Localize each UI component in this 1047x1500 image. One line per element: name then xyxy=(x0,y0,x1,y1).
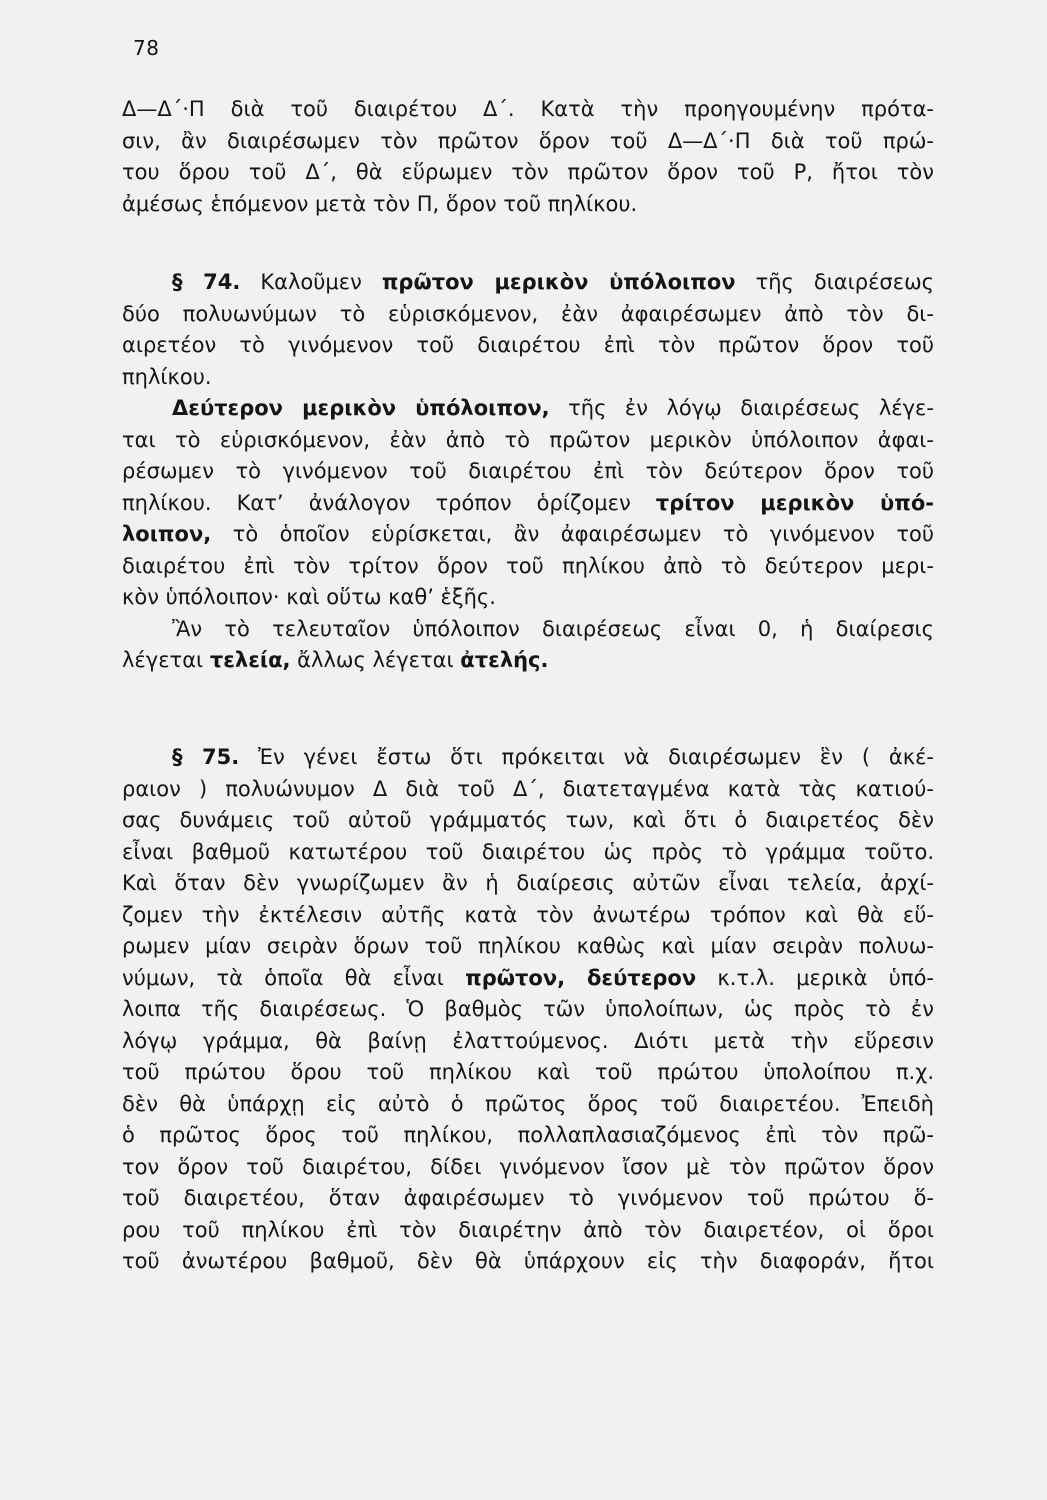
text-run: λέγεται xyxy=(122,648,210,672)
text-line xyxy=(122,1183,934,1215)
text-line xyxy=(122,189,934,221)
text-run: πηλίκου. Κατ’ ἀνάλογον τρόπον ὁρίζομεν xyxy=(122,490,656,515)
text-line xyxy=(122,1026,934,1058)
text-line xyxy=(122,1152,934,1184)
text-run: Ἂν τὸ τελευταῖον ὑπόλοιπον διαιρέσεως εἶναι 0, ἡ διαίρεσις xyxy=(172,616,934,641)
section-75 xyxy=(122,742,934,1278)
text-run: ζομεν τὴν ἐκτέλεσιν αὐτῆς κατὰ τὸν ἀνωτέρω τρόπον καὶ θὰ εὕ- xyxy=(122,902,934,927)
text-line xyxy=(122,900,934,932)
bold-term: λοιπον, xyxy=(122,522,212,546)
text-line xyxy=(122,931,934,963)
bold-term: § 74. xyxy=(172,270,241,294)
bold-term: § 75. xyxy=(172,745,240,769)
text-run: τοῦ πρώτου ὅρου τοῦ πηλίκου καὶ τοῦ πρώτου ὑπολοίπου π.χ. xyxy=(122,1060,934,1084)
text-line xyxy=(122,94,934,126)
text-line xyxy=(122,488,934,520)
text-run: σιν, ἂν διαιρέσωμεν τὸν πρῶτον ὅρον τοῦ Δ—Δ΄·Π διὰ τοῦ πρώ- xyxy=(122,128,934,153)
text-line xyxy=(122,362,934,394)
text-line xyxy=(122,1246,934,1278)
text-run: του ὅρου τοῦ Δ΄, θὰ εὕρωμεν τὸν πρῶτον ὅρον τοῦ Ρ, ἤτοι τὸν xyxy=(122,160,934,184)
text-run: αιρετέον τὸ γινόμενον τοῦ διαιρέτου ἐπὶ τὸν πρῶτον ὅρον τοῦ xyxy=(122,333,934,357)
text-run: Ἐν γένει ἔστω ὅτι πρόκειται νὰ διαιρέσωμεν ἓν ( ἀκέ- xyxy=(239,745,935,769)
text-run: λόγῳ γράμμα, θὰ βαίνῃ ἐλαττούμενος. Διότι μετὰ τὴν εὕρεσιν xyxy=(122,1028,934,1053)
paragraph-continuation xyxy=(122,94,934,220)
text-line xyxy=(122,645,934,677)
text-line xyxy=(122,393,934,425)
text-line xyxy=(122,837,934,869)
text-run: τὸ ὁποῖον εὑρίσκεται, ἂν ἀφαιρέσωμεν τὸ γινόμενον τοῦ xyxy=(211,522,934,546)
text-run: ρωμεν μίαν σειρὰν ὅρων τοῦ πηλίκου καθὼς καὶ μίαν σειρὰν πολυω- xyxy=(122,934,934,958)
text-run: Καλοῦμεν xyxy=(240,270,382,294)
text-run: τον ὅρον τοῦ διαιρέτου, δίδει γινόμενον ἴσον μὲ τὸν πρῶτον ὅρον xyxy=(122,1154,934,1179)
bold-term: πρῶτον, δεύτερον xyxy=(465,965,697,990)
text-run: τοῦ διαιρετέου, ὅταν ἀφαιρέσωμεν τὸ γινόμενον τοῦ πρώτου ὅ- xyxy=(122,1186,934,1210)
text-run: τῆς διαιρέσεως xyxy=(735,270,934,294)
bold-term: τρίτον μερικὸν ὑπό- xyxy=(655,490,934,515)
text-run: πηλίκου. xyxy=(122,364,212,389)
page-number: 78 xyxy=(133,36,160,60)
text-run: ται τὸ εὑρισκόμενον, ἐὰν ἀπὸ τὸ πρῶτον μερικὸν ὑπόλοιπον ἀφαι- xyxy=(122,427,934,452)
text-line xyxy=(122,267,934,299)
text-run: νύμων, τὰ ὁποῖα θὰ εἶναι xyxy=(122,965,466,990)
text-line xyxy=(122,126,934,158)
bold-term: Δεύτερον μερικὸν ὑπόλοιπον, xyxy=(172,396,550,420)
text-run: Καὶ ὅταν δὲν γνωρίζωμεν ἂν ἡ διαίρεσις αὐτῶν εἶναι τελεία, ἀρχί- xyxy=(122,871,934,895)
text-run: ρου τοῦ πηλίκου ἐπὶ τὸν διαιρέτην ἀπὸ τὸν διαιρετέον, οἱ ὅροι xyxy=(122,1217,934,1242)
text-line xyxy=(122,774,934,806)
text-run: δύο πολυωνύμων τὸ εὑρισκόμενον, ἐὰν ἀφαιρέσωμεν ἀπὸ τὸν δι- xyxy=(122,301,934,326)
text-line xyxy=(122,994,934,1026)
bold-term: ἀτελής. xyxy=(460,648,549,672)
text-line xyxy=(122,1215,934,1247)
text-run: ὁ πρῶτος ὅρος τοῦ πηλίκου, πολλαπλασιαζόμενος ἐπὶ τὸν πρῶ- xyxy=(122,1123,934,1147)
text-run: ἀμέσως ἑπόμενον μετὰ τὸν Π, ὅρον τοῦ πηλίκου. xyxy=(122,191,638,216)
text-run: κὸν ὑπόλοιπον· καὶ οὕτω καθ’ ἑξῆς. xyxy=(122,585,496,609)
text-run: ἄλλως λέγεται xyxy=(290,648,461,672)
text-line xyxy=(122,519,934,551)
text-line xyxy=(122,330,934,362)
text-run: διαιρέτου ἐπὶ τὸν τρίτον ὅρον τοῦ πηλίκου ἀπὸ τὸ δεύτερον μερι- xyxy=(122,553,934,578)
text-run: ρέσωμεν τὸ γινόμενον τοῦ διαιρέτου ἐπὶ τὸν δεύτερον ὅρον τοῦ xyxy=(122,459,934,483)
text-run: εἶναι βαθμοῦ κατωτέρου τοῦ διαιρέτου ὡς πρὸς τὸ γράμμα τοῦτο. xyxy=(122,839,934,864)
text-run: κ.τ.λ. μερικὰ ὑπό- xyxy=(696,965,934,990)
section-74 xyxy=(122,267,934,677)
text-line xyxy=(122,963,934,995)
bold-term: τελεία, xyxy=(209,648,291,672)
text-line xyxy=(122,1089,934,1121)
bold-term: πρῶτον μερικὸν ὑπόλοιπον xyxy=(381,270,736,294)
text-run: Δ—Δ΄·Π διὰ τοῦ διαιρέτου Δ΄. Κατὰ τὴν προηγουμένην πρότα- xyxy=(122,97,934,121)
text-line xyxy=(122,1057,934,1089)
text-run: τῆς ἐν λόγῳ διαιρέσεως λέγε- xyxy=(549,396,934,420)
text-run: σας δυνάμεις τοῦ αὐτοῦ γράμματός των, καὶ ὅτι ὁ διαιρετέος δὲν xyxy=(122,808,934,832)
text-line xyxy=(122,456,934,488)
text-line xyxy=(122,425,934,457)
text-line xyxy=(122,868,934,900)
text-line xyxy=(122,1120,934,1152)
text-run: δὲν θὰ ὑπάρχῃ εἰς αὐτὸ ὁ πρῶτος ὅρος τοῦ διαιρετέου. Ἐπειδὴ xyxy=(122,1091,934,1116)
text-line xyxy=(122,299,934,331)
text-run: τοῦ ἀνωτέρου βαθμοῦ, δὲν θὰ ὑπάρχουν εἰς τὴν διαφοράν, ἤτοι xyxy=(122,1249,934,1273)
text-line xyxy=(122,614,934,646)
text-line xyxy=(122,157,934,189)
text-line xyxy=(122,805,934,837)
text-line xyxy=(122,742,934,774)
text-line xyxy=(122,551,934,583)
text-run: ραιον ) πολυώνυμον Δ διὰ τοῦ Δ΄, διατεταγμένα κατὰ τὰς κατιού- xyxy=(122,776,934,801)
text-run: λοιπα τῆς διαιρέσεως. Ὁ βαθμὸς τῶν ὑπολοίπων, ὡς πρὸς τὸ ἐν xyxy=(122,997,934,1021)
text-line xyxy=(122,582,934,614)
